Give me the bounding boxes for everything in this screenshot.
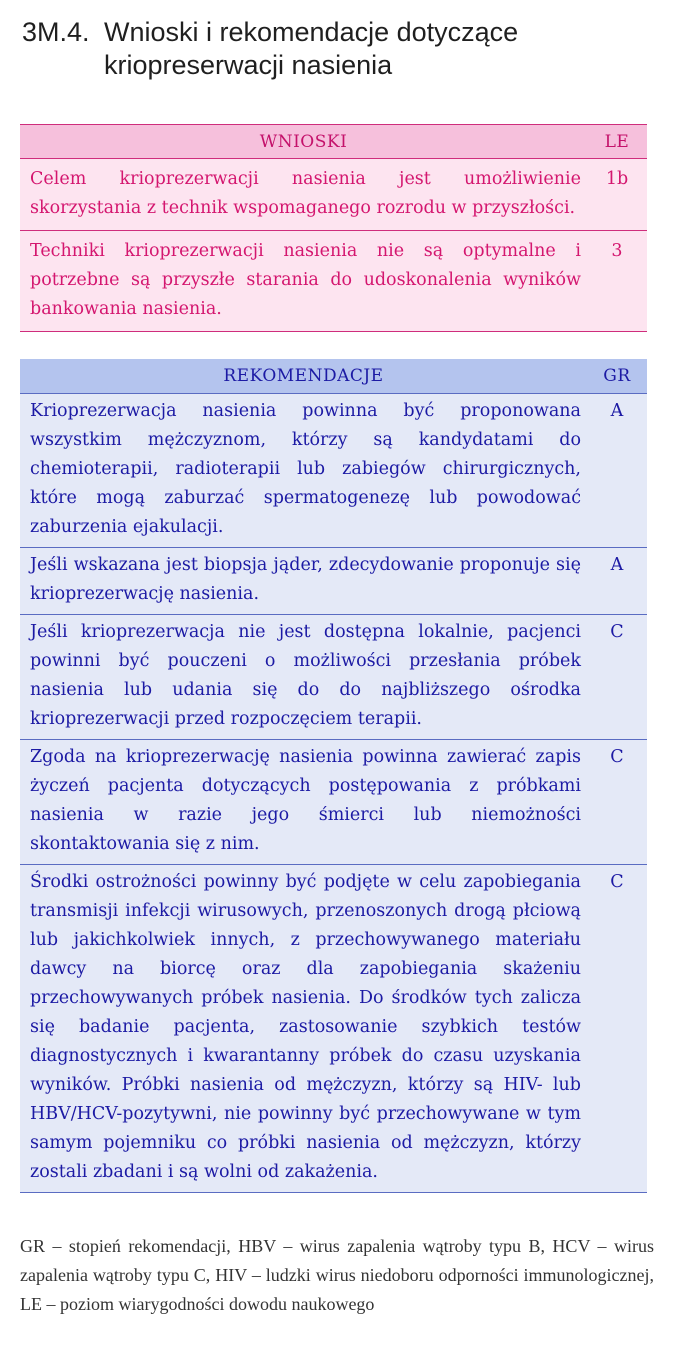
section-heading bbox=[22, 16, 662, 82]
conclusion-text: Celem krioprezerwacji nasienia jest umożliwienie skorzystania z technik wspomaganego rozrodu w przyszłości. bbox=[20, 159, 587, 231]
recommendation-grade: C bbox=[587, 740, 647, 865]
conclusions-header: WNIOSKI bbox=[20, 125, 587, 159]
section-title: Wnioski i rekomendacje dotyczące kriopreserwacji nasienia bbox=[104, 17, 519, 80]
recommendation-grade: A bbox=[587, 548, 647, 615]
section-number: 3M.4. bbox=[22, 17, 90, 47]
recommendation-text: Środki ostrożności powinny być podjęte w celu zapobiegania transmisji infekcji wirusowych, przenoszonych drogą płciową lub jakichkolwiek innych, z przechowywanego materiału dawcy na biorcę oraz dla zapobiegania skażeniu przechowywanych próbek nasienia. Do środków tych zalicza się badanie pacjenta, zastosowanie szybkich testów diagnostycznych i kwarantanny próbek do czasu uzyskania wyników. Próbki nasienia od mężczyzn, którzy są HIV- lub HBV/HCV-pozytywni, nie powinny być przechowywane w tym samym pojemniku co próbki nasienia od mężczyzn, którzy zostali zbadani i są wolni od zakażenia. bbox=[20, 865, 587, 1193]
recommendation-text: Jeśli wskazana jest biopsja jąder, zdecydowanie proponuje się krioprezerwację nasienia. bbox=[20, 548, 587, 615]
conclusions-table bbox=[20, 124, 647, 332]
recommendation-text: Krioprezerwacja nasienia powinna być proponowana wszystkim mężczyznom, którzy są kandydatami do chemioterapii, radioterapii lub zabiegów chirurgicznych, które mogą zaburzać spermatogenezę lub powodować zaburzenia ejakulacji. bbox=[20, 394, 587, 548]
conclusion-grade: 3 bbox=[587, 231, 647, 332]
conclusion-row bbox=[20, 159, 647, 231]
conclusion-grade: 1b bbox=[587, 159, 647, 231]
recommendation-row bbox=[20, 740, 647, 865]
recommendation-row bbox=[20, 615, 647, 740]
recommendation-text: Jeśli krioprezerwacja nie jest dostępna lokalnie, pacjenci powinni być pouczeni o możliwości przesłania próbek nasienia lub udania się do do najbliższego ośrodka krioprezerwacji przed rozpoczęciem terapii. bbox=[20, 615, 587, 740]
recommendation-row bbox=[20, 548, 647, 615]
level-of-evidence-header: LE bbox=[587, 125, 647, 159]
grade-of-recommendation-header: GR bbox=[587, 359, 647, 394]
conclusion-row bbox=[20, 231, 647, 332]
recommendation-grade: C bbox=[587, 865, 647, 1193]
conclusions-header-row bbox=[20, 125, 647, 159]
recommendation-text: Zgoda na krioprezerwację nasienia powinna zawierać zapis życzeń pacjenta dotyczących postępowania z próbkami nasienia w razie jego śmierci lub niemożności skontaktowania się z nim. bbox=[20, 740, 587, 865]
recommendation-grade: A bbox=[587, 394, 647, 548]
recommendations-header-row bbox=[20, 359, 647, 394]
conclusion-text: Techniki krioprezerwacji nasienia nie są optymalne i potrzebne są przyszłe starania do udoskonalenia wyników bankowania nasienia. bbox=[20, 231, 587, 332]
recommendation-row bbox=[20, 394, 647, 548]
recommendation-grade: C bbox=[587, 615, 647, 740]
recommendation-row bbox=[20, 865, 647, 1193]
recommendations-header: REKOMENDACJE bbox=[20, 359, 587, 394]
recommendations-table bbox=[20, 359, 647, 1193]
abbreviations-footnote: GR – stopień rekomendacji, HBV – wirus zapalenia wątroby typu B, HCV – wirus zapalenia wątroby typu C, HIV – ludzki wirus niedoboru odporności immunologicznej, LE – poziom wiarygodności dowodu naukowego bbox=[20, 1236, 654, 1314]
